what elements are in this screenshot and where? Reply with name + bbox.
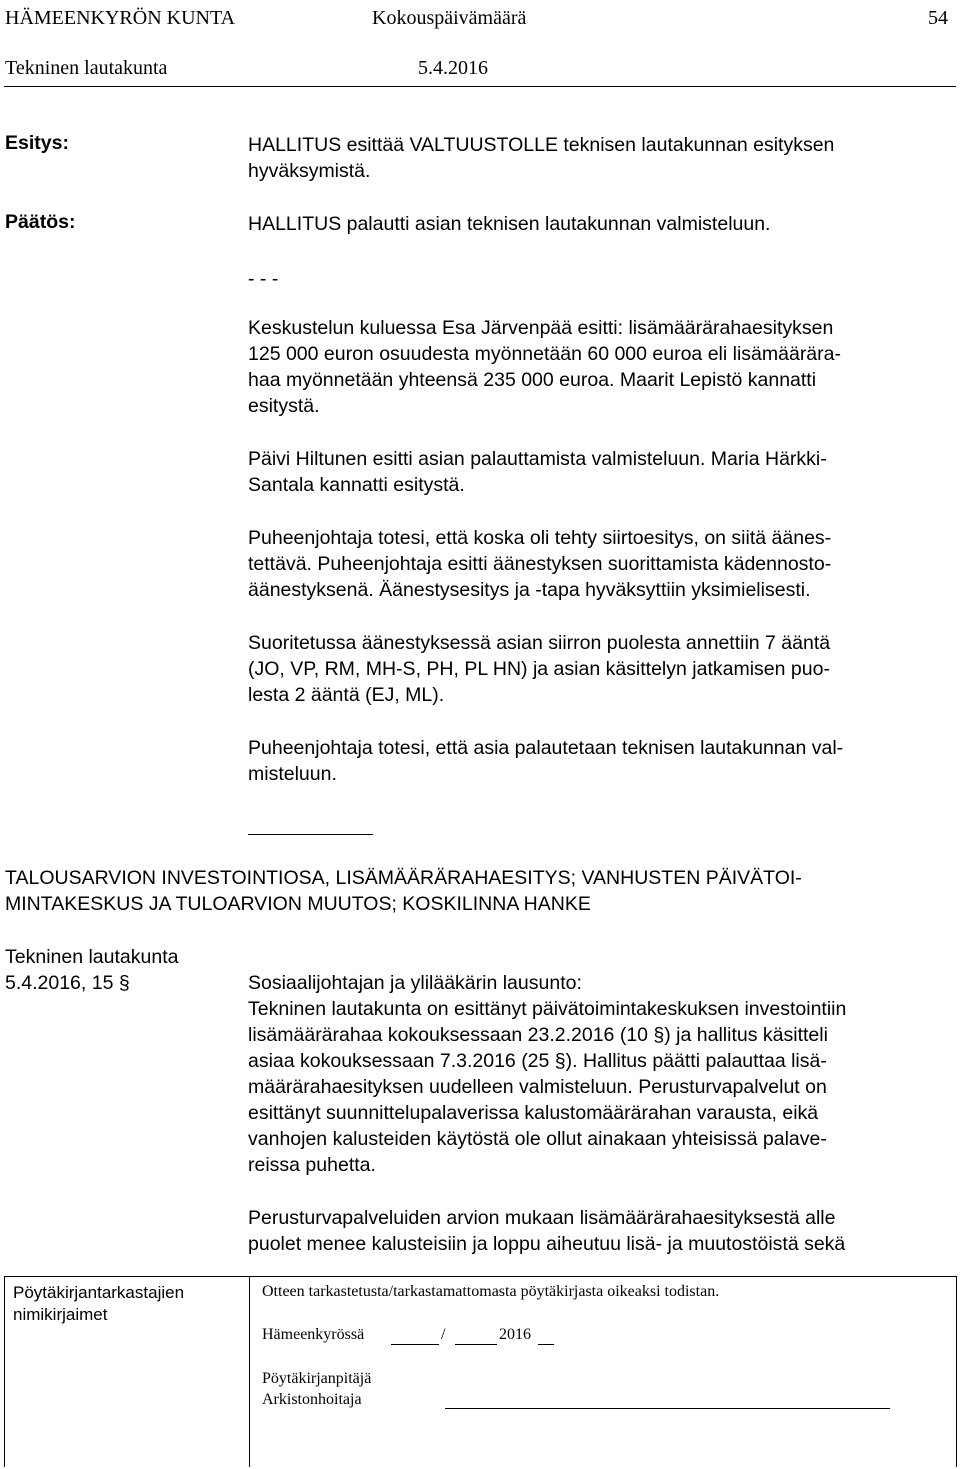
text-line: lesta 2 ääntä (EJ, ML). (248, 684, 445, 706)
section-title-line: MINTAKESKUS JA TULOARVION MUUTOS; KOSKILINNA HANKE (5, 893, 591, 915)
separator-text: - - - (248, 268, 279, 290)
text-line: Tekninen lautakunta on esittänyt päivätoimintakeskuksen investointiin (248, 998, 847, 1020)
text-line: asiaa kokouksessaan 7.3.2016 (25 §). Hallitus päätti palauttaa lisä- (248, 1050, 827, 1072)
initials-label (13, 1282, 184, 1326)
paragraph-vote-method (248, 525, 948, 603)
text-line: Santala kannatti esitystä. (248, 474, 465, 496)
section-divider (248, 834, 373, 835)
statement-continued (248, 1205, 948, 1257)
paragraph-discussion (248, 315, 948, 419)
year-blank (538, 1344, 554, 1345)
paragraph-proposal (248, 446, 948, 498)
initials-label-line: Pöytäkirjantarkastajien (13, 1283, 185, 1302)
meeting-date: 5.4.2016 (418, 57, 488, 79)
text-line: puolet menee kalusteisiin ja loppu aiheutuu lisä- ja muutostöistä sekä (248, 1233, 846, 1255)
esitys-label: Esitys: (5, 132, 69, 154)
separator (248, 266, 948, 292)
text-line: (JO, VP, RM, MH-S, PH, PL HN) ja asian käsittelyn jatkamisen puo- (248, 658, 830, 680)
text-line: määrärahaesityksen uudelleen valmisteluun. Perusturvapalvelut on (248, 1076, 827, 1098)
statement (248, 970, 948, 1178)
initials-label-line: nimikirjaimet (13, 1305, 108, 1324)
section-title (5, 865, 802, 917)
date-slash: / (441, 1326, 446, 1343)
text-line: Puheenjohtaja totesi, että asia palautetaan teknisen lautakunnan val- (248, 737, 844, 759)
text-line: 125 000 euron osuudesta myönnetään 60 000 euroa eli lisämäärära- (248, 343, 841, 365)
place-label: Hämeenkyrössä (262, 1326, 365, 1343)
statement-heading: Sosiaalijohtajan ja ylilääkärin lausunto: (248, 972, 582, 994)
esitys-text (248, 132, 948, 184)
paatos-label: Päätös: (5, 211, 76, 233)
section-committee: Tekninen lautakunta (5, 946, 179, 968)
section-title-line: TALOUSARVION INVESTOINTIOSA, LISÄMÄÄRÄRAHAESITYS; VANHUSTEN PÄIVÄTOI- (5, 867, 802, 889)
text-line: äänestyksenä. Äänestysesitys ja -tapa hyväksyttiin yksimielisesti. (248, 579, 811, 601)
committee-name: Tekninen lautakunta (5, 57, 168, 79)
certification-text: Otteen tarkastetusta/tarkastamattomasta pöytäkirjasta oikeaksi todistan. (262, 1283, 720, 1300)
footer-divider (249, 1277, 250, 1467)
text-line: haa myönnetään yhteensä 235 000 euroa. Maarit Lepistö kannatti (248, 369, 817, 391)
paragraph-vote-result (248, 630, 948, 708)
month-blank (455, 1344, 497, 1345)
text-line: Puheenjohtaja totesi, että koska oli tehty siirtoesitys, on siitä äänes- (248, 527, 832, 549)
date-label: Kokouspäivämäärä (372, 7, 527, 29)
paatos-line: HALLITUS palautti asian teknisen lautakunnan valmisteluun. (248, 213, 771, 235)
text-line: Päivi Hiltunen esitti asian palauttamista valmisteluun. Maria Härkki- (248, 448, 827, 470)
org-name: HÄMEENKYRÖN KUNTA (5, 7, 236, 29)
text-line: Keskustelun kuluessa Esa Järvenpää esitti: lisämäärärahaesityksen (248, 317, 834, 339)
esitys-line: HALLITUS esittää VALTUUSTOLLE teknisen lautakunnan esityksen (248, 134, 835, 156)
paragraph-conclusion (248, 735, 948, 787)
year-label: 2016 (499, 1326, 531, 1343)
text-line: reissa puhetta. (248, 1154, 376, 1176)
esitys-line: hyväksymistä. (248, 160, 371, 182)
text-line: misteluun. (248, 763, 337, 785)
footer-box (4, 1276, 957, 1467)
secretary-label: Pöytäkirjanpitäjä (262, 1370, 372, 1387)
text-line: vanhojen kalusteiden käytöstä ole ollut ainakaan yhteisissä palave- (248, 1128, 827, 1150)
text-line: Perusturvapalveluiden arvion mukaan lisämäärärahaesityksestä alle (248, 1207, 836, 1229)
text-line: esittänyt suunnittelupalaverissa kalustomäärärahan varausta, eikä (248, 1102, 819, 1124)
signature-line (445, 1408, 890, 1409)
header-rule (4, 86, 956, 87)
section-reference: 5.4.2016, 15 § (5, 972, 130, 994)
archivist-label: Arkistonhoitaja (262, 1391, 362, 1408)
text-line: lisämäärärahaa kokouksessaan 23.2.2016 (10 §) ja hallitus käsitteli (248, 1024, 828, 1046)
text-line: Suoritetussa äänestyksessä asian siirron puolesta annettiin 7 ääntä (248, 632, 831, 654)
page-number: 54 (928, 7, 948, 29)
paatos-text (248, 211, 948, 237)
text-line: tettävä. Puheenjohtaja esitti äänestyksen suorittamista kädennosto- (248, 553, 832, 575)
text-line: esitystä. (248, 395, 320, 417)
day-blank (391, 1344, 439, 1345)
